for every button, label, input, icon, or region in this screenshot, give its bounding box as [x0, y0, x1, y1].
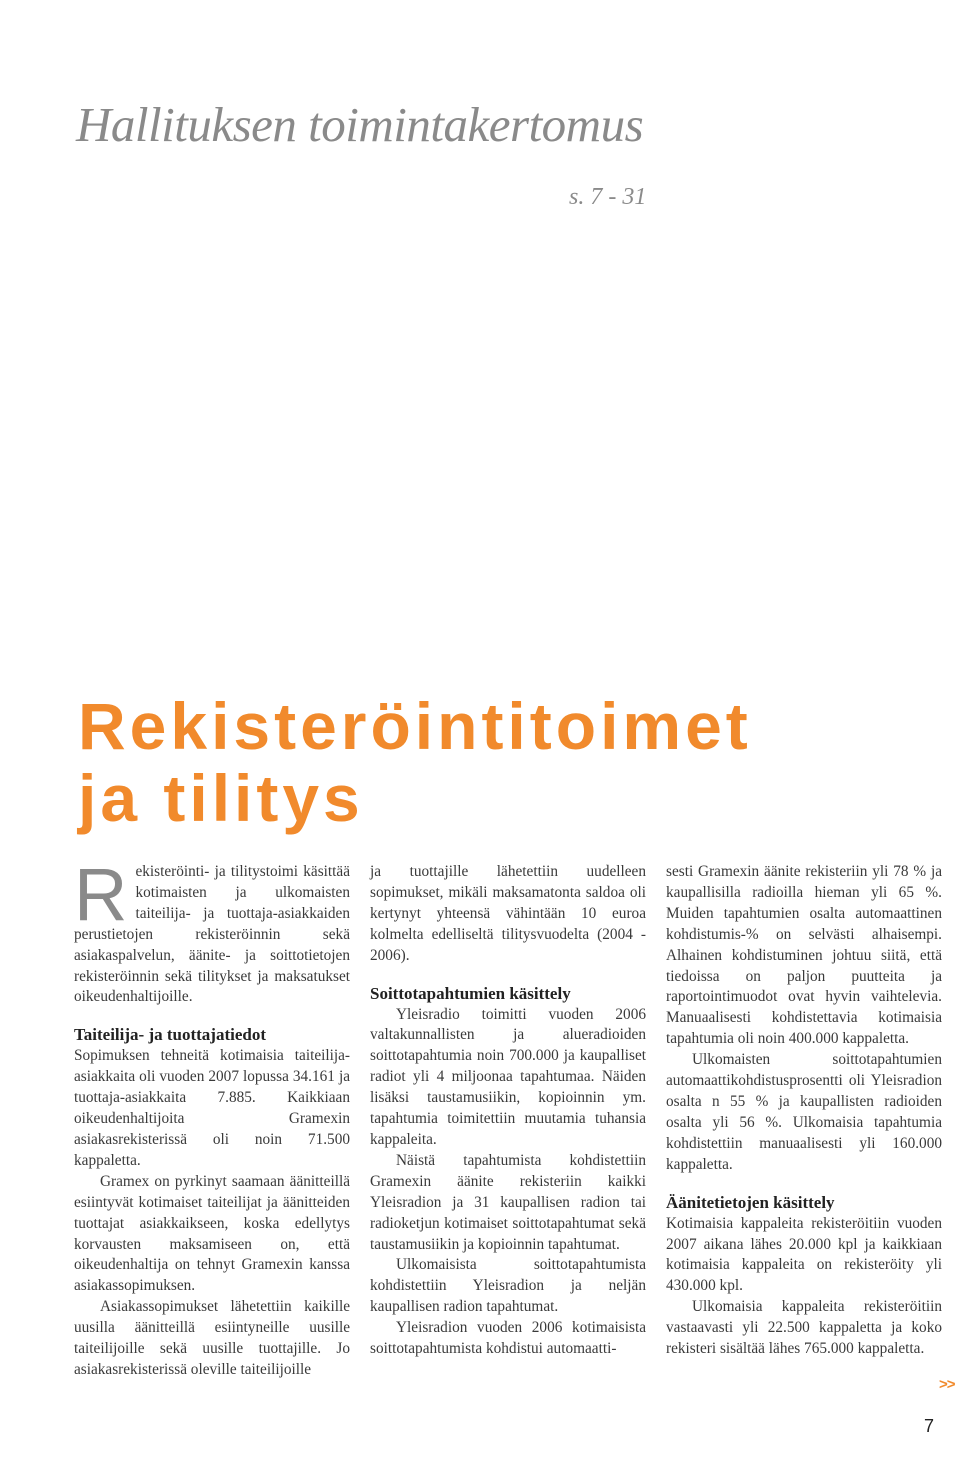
text-column-3	[666, 862, 942, 1360]
paragraph: Ulkomaisia kappaleita rekisteröitiin vastaavasti yli 22.500 kappaletta ja koko rekisteri sisältää lähes 765.000 kappaletta.	[666, 1298, 942, 1358]
heading-recording-data-processing: Äänitetietojen käsittely	[666, 1192, 835, 1212]
paragraph: Ulkomaisista soittotapahtumista kohdistettiin Yleisradion ja neljän kaupallisen radion tapahtumat.	[370, 1256, 646, 1316]
paragraph: Yleisradion vuoden 2006 kotimaisista soittotapahtumista kohdistui automaatti-	[370, 1319, 646, 1358]
intro-paragraph	[74, 853, 350, 1008]
page-range: s. 7 - 31	[569, 184, 647, 210]
paragraph: Gramex on pyrkinyt saamaan äänitteillä esiintyvät kotimaiset taiteilijat ja äänitteiden tuottajat asiakkaikseen, koska edellytys korvausten maksamiseen on, että oikeudenhaltija on tehnyt Gramexin kanssa asiakassopimuksen.	[74, 1172, 350, 1295]
drop-cap: R	[74, 853, 128, 936]
continue-marker: >>	[939, 1376, 955, 1393]
paragraph: Kotimaisia kappaleita rekisteröitiin vuoden 2007 aikana lähes 20.000 kpl ja kaikkiaan kotimaisia kappaleita on rekisteröity yli 430.000 kpl.	[666, 1214, 942, 1295]
section-title	[78, 690, 752, 834]
heading-play-event-processing: Soittotapahtumien käsittely	[370, 983, 571, 1003]
paragraph: Ulkomaisten soittotapahtumien automaattikohdistusprosentti oli Yleisradion osalta n 55 % ja kaupallisten radioiden osalta yli 56 %. Ulkomaisia tapahtumia kohdistettiin manuaalisesti yli 160.000 kappaletta.	[666, 1051, 942, 1173]
paragraph: ja tuottajille lähetettiin uudelleen sopimukset, mikäli maksamatonta saldoa oli kertynyt yhteensä vähintään 10 euroa kolmelta edelliseltä tilitysvuodelta (2004 - 2006).	[370, 863, 646, 964]
intro-text: ekisteröinti- ja tilitystoimi käsittää kotimaisten ja ulkomaisten taiteilija- ja tuottaja-asiakkaiden perustietojen rekisteröinnin sekä asiakaspalvelun, äänite- ja soittotietojen rekisteröinnin sekä tilitykset ja maksatukset oikeudenhaltijoille.	[74, 863, 350, 1006]
paragraph: Näistä tapahtumista kohdistettiin Gramexin äänite rekisteriin kaikki Yleisradion ja 31 kaupallisen radion tai radioketjun kotimaiset soittotapahtumat sekä taustamusiikin ja kopioinnin tapahtumat.	[370, 1151, 646, 1253]
section-title-line2: ja tilitys	[78, 761, 364, 835]
section-title-line1: Rekisteröintitoimet	[78, 689, 752, 763]
text-column-2	[370, 862, 646, 1360]
heading-artist-producer-data: Taiteilija- ja tuottajatiedot	[74, 1025, 267, 1045]
report-section-title: Hallituksen toimintakertomus	[76, 97, 644, 152]
page-number: 7	[924, 1416, 935, 1436]
paragraph: Asiakassopimukset lähetettiin kaikille uusilla äänitteillä esiintyneille uusille taiteilijoille sekä uusille tuottajille. Jo asiakasrekisterissä oleville taiteilijoille	[74, 1298, 350, 1378]
paragraph: Yleisradio toimitti vuoden 2006 valtakunnallisten ja alueradioiden soittotapahtumia noin 700.000 ja kaupalliset radiot yli 4 miljoonaa tapahtumaa. Näiden lisäksi taustamusiikin, kopioinnin ym. tapahtumia toimitettiin muutamia tuhansia kappaleita.	[370, 1005, 646, 1148]
paragraph: Sopimuksen tehneitä kotimaisia taiteilija-asiakkaita oli vuoden 2007 lopussa 34.161 ja tuottaja-asiakkaita 7.885. Kaikkiaan oikeudenhaltijoita Gramexin asiakasrekisterissä oli noin 71.500 kappaletta.	[74, 1047, 350, 1169]
text-column-1	[74, 853, 350, 1381]
paragraph: sesti Gramexin äänite rekisteriin yli 78 % ja kaupallisilla radioilla hieman yli 65 %. Muiden tapahtumien osalta automaattinen kohdistumis-% on selvästi alhaisempi. Alhainen kohdistuminen johtuu siitä, että tiedoissa on paljon puutteita ja raportointimuodot ovat hyvin vaihtelevia. Manuaalisesti kohdistettavia kotimaisia tapahtumia oli noin 400.000 kappaletta.	[666, 863, 942, 1048]
